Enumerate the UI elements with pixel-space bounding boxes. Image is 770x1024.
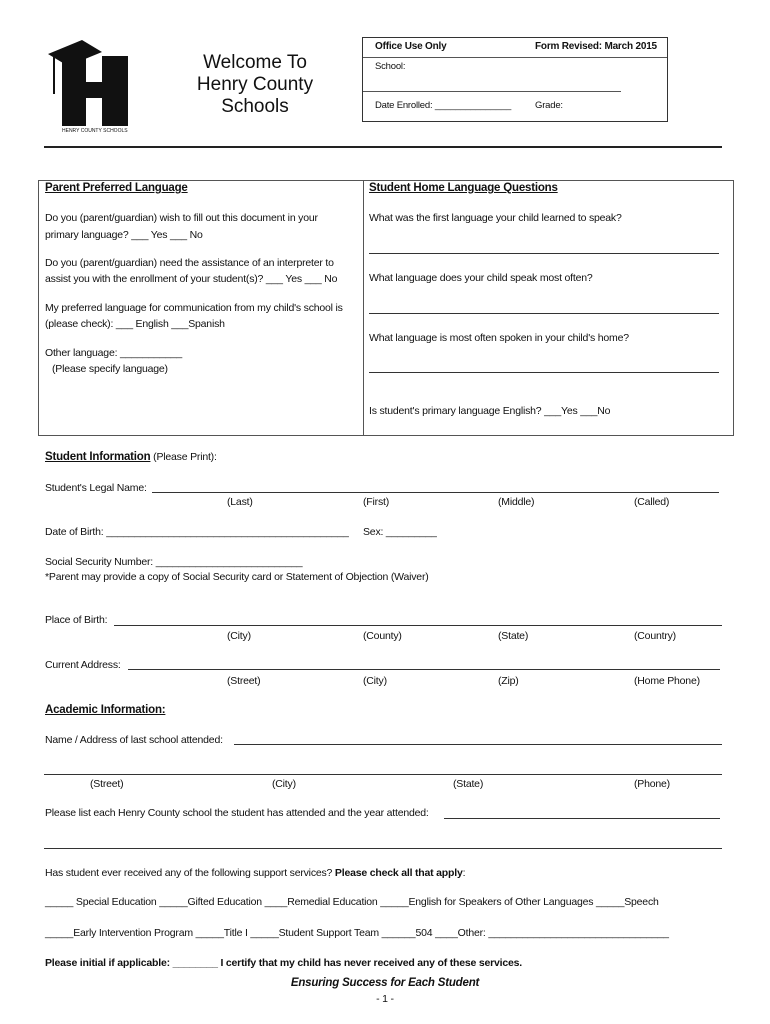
- office-grade-label[interactable]: Grade:: [535, 100, 563, 111]
- address-street: (Street): [227, 675, 261, 687]
- parent-q1-line2[interactable]: primary language? ___ Yes ___ No: [45, 229, 203, 241]
- support-services-row-2[interactable]: _____Early Intervention Program _____Title I _____Student Support Team ______504 ____Other: ________________________________: [45, 927, 669, 939]
- title-line-1: Welcome To: [203, 52, 307, 73]
- pob-county: (County): [363, 630, 402, 642]
- academic-info-heading: Academic Information:: [45, 704, 166, 716]
- pob-city: (City): [227, 630, 251, 642]
- schools-attended-label: Please list each Henry County school the student has attended and the year attended:: [45, 807, 429, 819]
- footer-slogan: Ensuring Success for Each Student: [290, 977, 480, 989]
- place-of-birth-label: Place of Birth:: [45, 614, 108, 626]
- title-line-3: Schools: [221, 96, 289, 117]
- district-logo: [44, 38, 140, 138]
- home-q1-answer-line[interactable]: [369, 253, 719, 254]
- pob-state: (State): [498, 630, 529, 642]
- home-q3-answer-line[interactable]: [369, 372, 719, 373]
- title-line-2: Henry County: [196, 74, 314, 95]
- last-school-street: (Street): [90, 778, 124, 790]
- grid-divider: [363, 181, 364, 435]
- address-label: Current Address:: [45, 659, 121, 671]
- student-info-title: Student Information: [45, 451, 151, 463]
- last-school-city: (City): [272, 778, 296, 790]
- support-services-question: Has student ever received any of the following support services? Please check all that apply:: [45, 867, 466, 879]
- form-revised-label: Form Revised: March 2015: [535, 41, 657, 52]
- parent-q2-line1: Do you (parent/guardian) need the assistance of an interpreter to: [45, 257, 334, 269]
- home-q2-answer-line[interactable]: [369, 313, 719, 314]
- legal-name-last: (Last): [227, 496, 253, 508]
- support-question-text: Has student ever received any of the following support services?: [45, 867, 333, 879]
- legal-name-first: (First): [363, 496, 390, 508]
- last-school-phone: (Phone): [634, 778, 670, 790]
- home-q2: What language does your child speak most often?: [369, 272, 593, 284]
- address-home-phone: (Home Phone): [634, 675, 700, 687]
- parent-q1-line1: Do you (parent/guardian) wish to fill out this document in your: [45, 212, 318, 224]
- parent-q3-line2[interactable]: (please check): ___ English ___Spanish: [45, 318, 225, 330]
- address-line[interactable]: [128, 669, 720, 670]
- address-zip: (Zip): [498, 675, 519, 687]
- support-services-row-1[interactable]: _____ Special Education _____Gifted Education ____Remedial Education _____English for Speakers of Other Languages _____Speech: [45, 896, 659, 908]
- legal-name-line[interactable]: [152, 492, 719, 493]
- last-school-line-1[interactable]: [234, 744, 722, 745]
- initial-certification[interactable]: Please initial if applicable: ________ I certify that my child has never received any of these services.: [45, 957, 523, 969]
- home-q4[interactable]: Is student's primary language English? ___Yes ___No: [369, 405, 611, 417]
- parent-language-heading: Parent Preferred Language: [45, 182, 188, 194]
- legal-name-label: Student's Legal Name:: [45, 482, 147, 494]
- schools-attended-line-1[interactable]: [444, 818, 720, 819]
- student-info-note: (Please Print):: [150, 451, 217, 463]
- home-q3: What language is most often spoken in your child's home?: [369, 332, 629, 344]
- place-of-birth-line[interactable]: [114, 625, 722, 626]
- office-school-label: School:: [375, 61, 406, 72]
- home-q1: What was the first language your child learned to speak?: [369, 212, 622, 224]
- address-city: (City): [363, 675, 387, 687]
- ssn-note: *Parent may provide a copy of Social Security card or Statement of Objection (Waiver): [45, 571, 429, 583]
- schools-attended-line-2[interactable]: [44, 848, 722, 849]
- student-info-heading: [45, 451, 217, 463]
- page-number: - 1 -: [376, 993, 394, 1005]
- support-check-all: Please check all that apply: [334, 867, 463, 879]
- office-date-enrolled[interactable]: Date Enrolled: _______________: [375, 100, 512, 111]
- parent-q3-line1: My preferred language for communication from my child's school is: [45, 302, 343, 314]
- henry-h-logo-icon: [44, 38, 140, 128]
- last-school-state: (State): [453, 778, 484, 790]
- header-divider: [44, 146, 722, 148]
- office-school-line[interactable]: [363, 91, 621, 92]
- last-school-line-2[interactable]: [44, 774, 722, 775]
- page-title: [150, 52, 360, 118]
- parent-q4-line1[interactable]: Other language: ___________: [45, 347, 183, 359]
- home-language-heading: Student Home Language Questions: [369, 182, 558, 194]
- parent-q2-line2[interactable]: assist you with the enrollment of your student(s)? ___ Yes ___ No: [45, 273, 338, 285]
- sex-field[interactable]: Sex: _________: [363, 526, 437, 538]
- pob-country: (Country): [634, 630, 676, 642]
- parent-q4-line2: (Please specify language): [52, 363, 168, 375]
- legal-name-called: (Called): [634, 496, 670, 508]
- legal-name-middle: (Middle): [498, 496, 535, 508]
- ssn-field[interactable]: Social Security Number: __________________________: [45, 556, 303, 568]
- logo-caption: HENRY COUNTY SCHOOLS: [62, 128, 128, 134]
- dob-field[interactable]: Date of Birth: ___________________________________________: [45, 526, 349, 538]
- last-school-label: Name / Address of last school attended:: [45, 734, 223, 746]
- office-use-box: [362, 37, 668, 122]
- office-use-label: Office Use Only: [375, 41, 447, 52]
